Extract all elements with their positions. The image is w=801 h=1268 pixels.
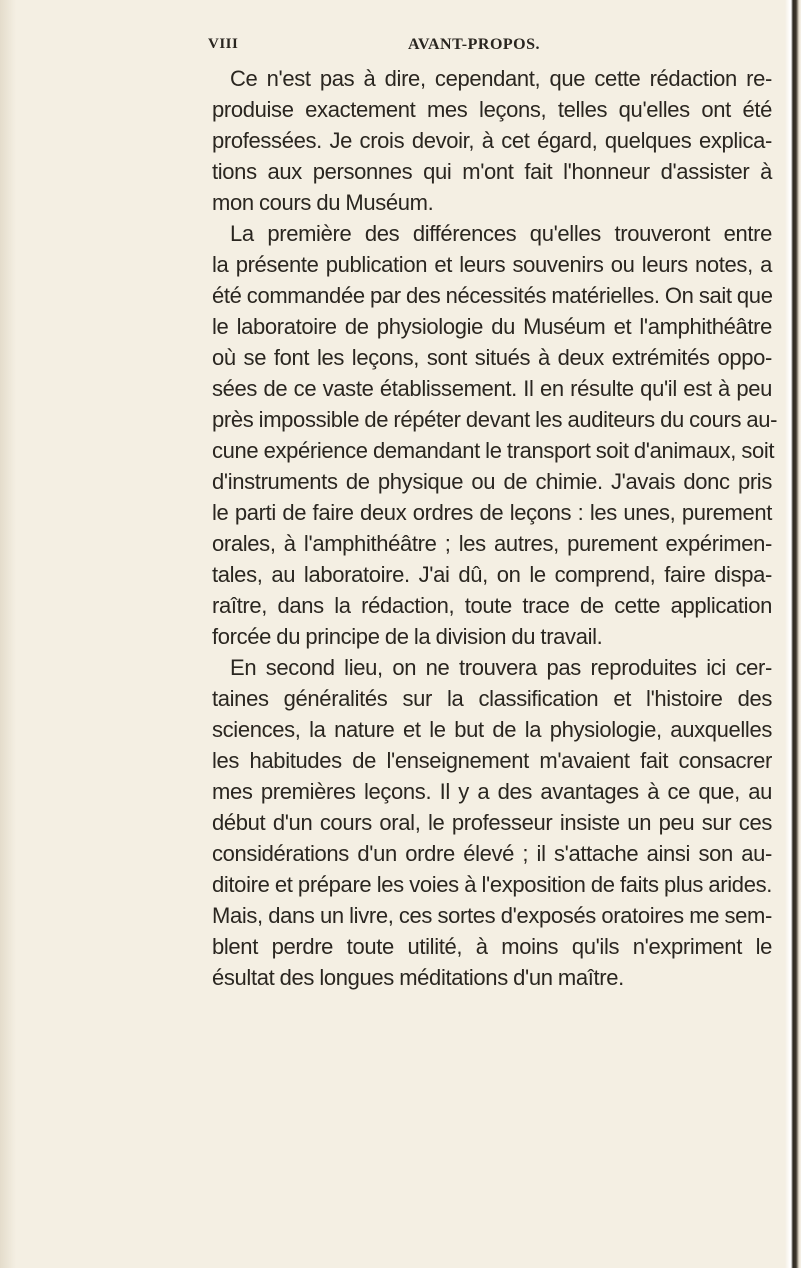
text-line: tions aux personnes qui m'ont fait l'honneur d'assister à	[212, 159, 772, 184]
text-line: ditoire et prépare les voies à l'exposition de faits plus arides.	[212, 872, 772, 897]
text-line: près impossible de répéter devant les auditeurs du cours au-	[212, 407, 778, 432]
text-line: Mais, dans un livre, ces sortes d'exposés oratoires me sem-	[212, 903, 772, 928]
body-text	[212, 63, 778, 993]
text-line: produise exactement mes leçons, telles qu'elles ont été	[212, 97, 772, 122]
text-line: taines généralités sur la classification et l'histoire des	[212, 686, 772, 711]
text-line: ésultat des longues méditations d'un maître.	[212, 965, 624, 990]
running-head: AVANT-PROPOS.	[408, 36, 541, 53]
text-line: La première des différences qu'elles trouveront entre	[230, 221, 772, 246]
text-line: Ce n'est pas à dire, cependant, que cette rédaction re-	[230, 66, 772, 91]
text-line: sciences, la nature et le but de la physiologie, auxquelles	[212, 717, 772, 742]
text-line: sées de ce vaste établissement. Il en résulte qu'il est à peu	[212, 376, 772, 401]
page-number: VIII	[208, 36, 239, 52]
text-line: professées. Je crois devoir, à cet égard, quelques explica-	[212, 128, 772, 153]
page-header	[208, 36, 768, 58]
text-line: la présente publication et leurs souvenirs ou leurs notes, a	[212, 252, 772, 277]
text-line: cune expérience demandant le transport soit d'animaux, soit	[212, 438, 775, 463]
text-line: d'instruments de physique ou de chimie. J'avais donc pris	[212, 469, 772, 494]
text-line: le parti de faire deux ordres de leçons : les unes, purement	[212, 500, 772, 525]
gutter-shadow	[0, 0, 16, 1268]
text-line: le laboratoire de physiologie du Muséum et l'amphithéâtre	[212, 314, 772, 339]
text-line: début d'un cours oral, le professeur insiste un peu sur ces	[212, 810, 772, 835]
text-line: mon cours du Muséum.	[212, 190, 434, 215]
text-line: considérations d'un ordre élevé ; il s'attache ainsi son au-	[212, 841, 772, 866]
text-line: forcée du principe de la division du travail.	[212, 624, 603, 649]
text-line: mes premières leçons. Il y a des avantages à ce que, au	[212, 779, 772, 804]
text-line: blent perdre toute utilité, à moins qu'ils n'expriment le	[212, 934, 772, 959]
text-line: les habitudes de l'enseignement m'avaient fait consacrer	[212, 748, 772, 773]
text-line: été commandée par des nécessités matérielles. On sait que	[212, 283, 773, 308]
text-line: raître, dans la rédaction, toute trace de cette application	[212, 593, 772, 618]
text-line: où se font les leçons, sont situés à deux extrémités oppo-	[212, 345, 772, 370]
page-edge	[785, 0, 801, 1268]
text-line: En second lieu, on ne trouvera pas reproduites ici cer-	[230, 655, 772, 680]
text-line: tales, au laboratoire. J'ai dû, on le comprend, faire dispa-	[212, 562, 772, 587]
text-line: orales, à l'amphithéâtre ; les autres, purement expérimen-	[212, 531, 772, 556]
